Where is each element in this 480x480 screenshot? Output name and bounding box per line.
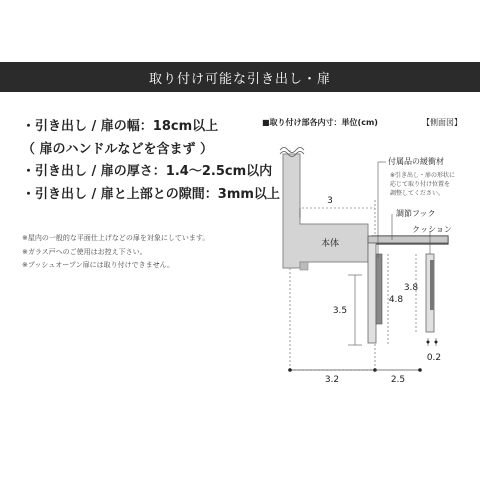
note-item: ※プッシュオープン扉には取り付けできません。 — [22, 261, 175, 269]
spec-gap: ・引き出し / 扉と上部との隙間：3mm以上 — [22, 186, 280, 202]
body-part — [283, 154, 368, 268]
diagram-view-label: 【側面図】 — [422, 118, 462, 127]
note-item: ※ガラス戸へのご使用はお控え下さい。 — [22, 247, 147, 256]
hook-arm — [368, 243, 376, 343]
callout-buffer-note: ※引き出し・扉の形状に — [390, 172, 456, 179]
dim-cushion-height: 3.8 — [403, 283, 419, 293]
dim-inner-height: 3.5 — [332, 306, 348, 316]
dim-gap: 0.2 — [426, 353, 442, 363]
diagram-title: ■取り付け部各内寸：単位(cm) — [262, 118, 378, 127]
callout-hook: 調節フック — [396, 209, 436, 218]
spec-width: ・引き出し / 扉の幅：18cm以上 — [22, 119, 219, 134]
callout-buffer-note: 調整してください。 — [390, 190, 445, 197]
callout-buffer-note: 応じて取り付け位置を — [390, 181, 451, 188]
note-item: ※屋内の一般的な平面仕上げなどの扉を対象にしています。 — [22, 234, 210, 242]
dim-bottom-right: 2.5 — [390, 375, 406, 385]
callout-buffer: 付属品の緩衝材 — [388, 157, 444, 166]
dim-hook-height: 4.8 — [388, 295, 404, 305]
buffer-pad — [376, 254, 382, 324]
callout-cushion: クッション — [412, 225, 452, 234]
dim-top-width: 3 — [327, 196, 333, 206]
spec-thickness: ・引き出し / 扉の厚さ：1.4〜2.5cm以内 — [22, 164, 273, 179]
body-label: 本体 — [320, 239, 340, 249]
header-title: 取り付け可能な引き出し・扉 — [148, 71, 331, 87]
dim-bottom-left: 3.2 — [324, 375, 340, 385]
spec-width-note: （ 扉のハンドルなどを含まず ） — [22, 141, 214, 157]
